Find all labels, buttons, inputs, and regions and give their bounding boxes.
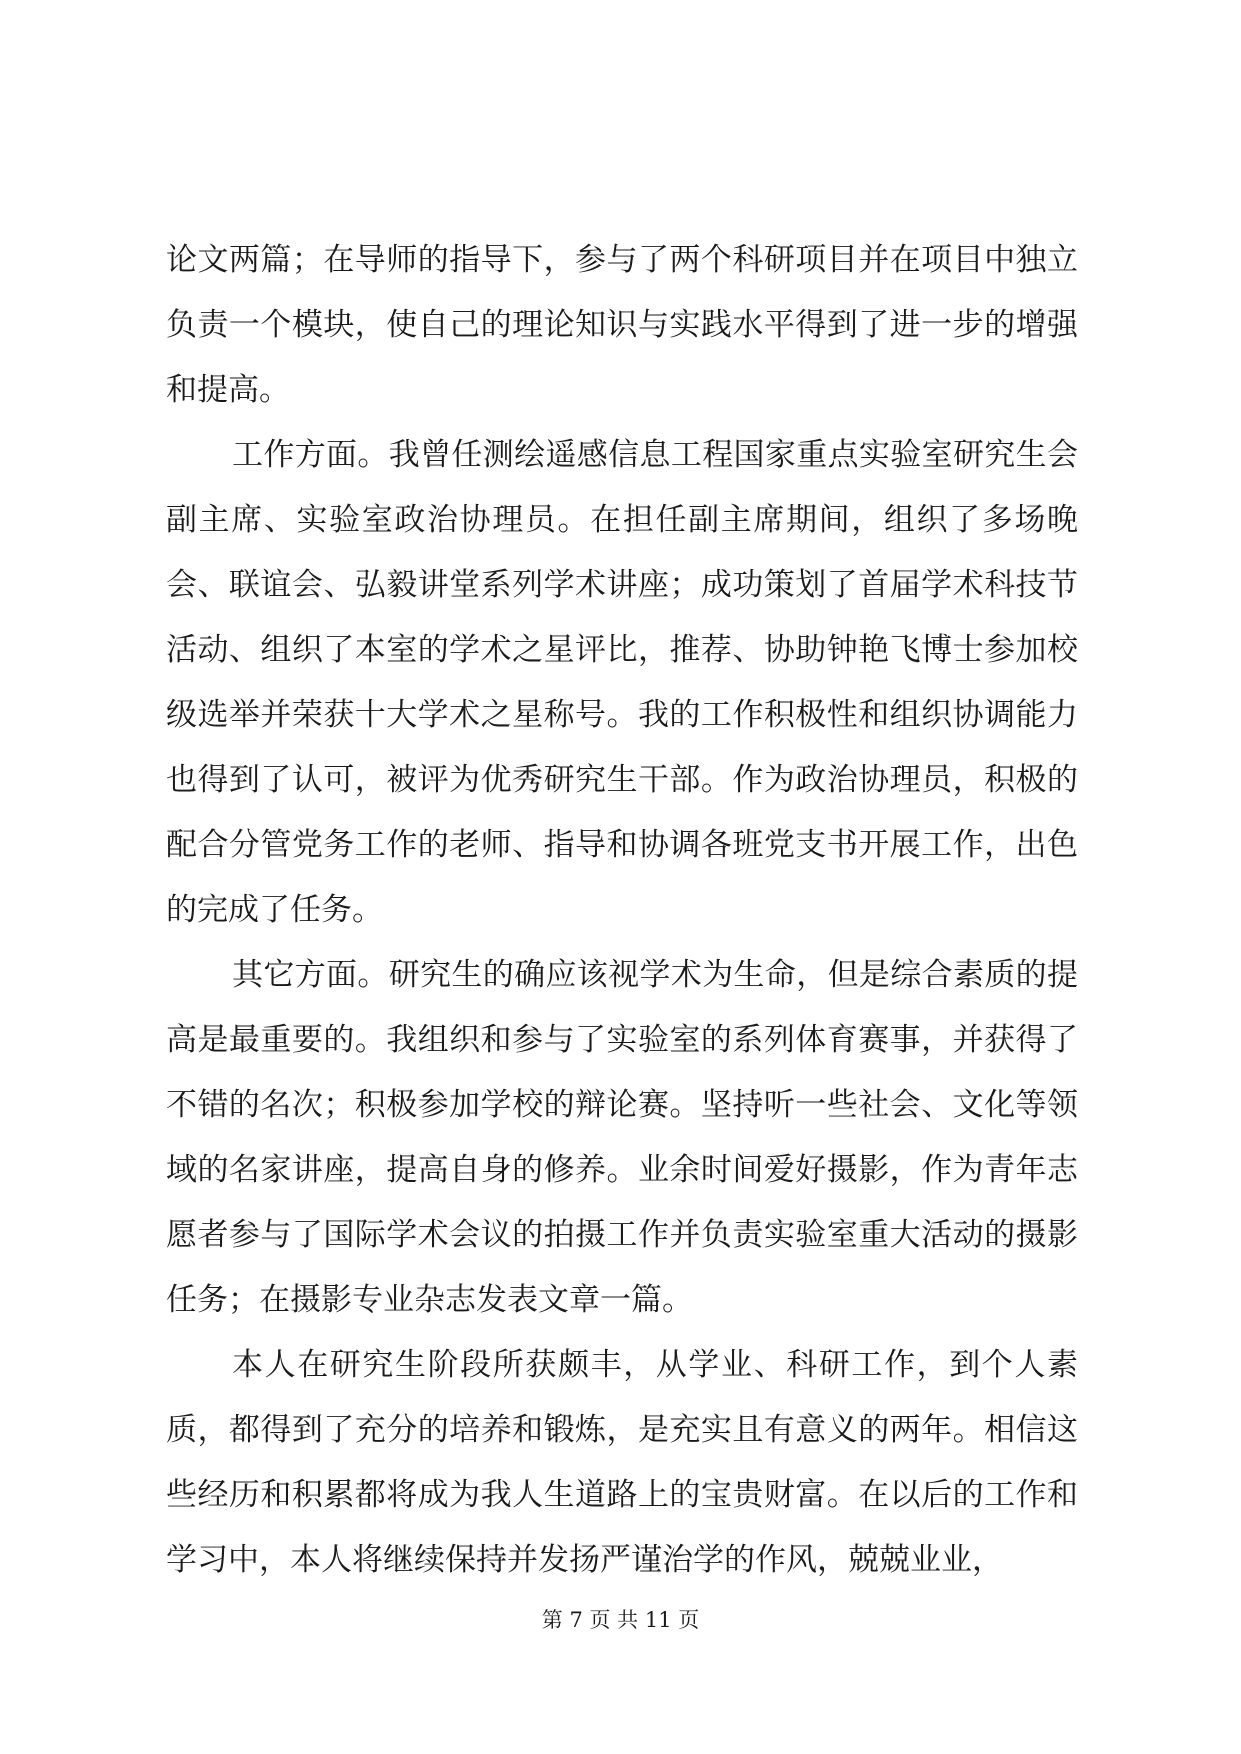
document-body (166, 228, 1078, 1593)
paragraph-summary: 本人在研究生阶段所获颇丰，从学业、科研工作，到个人素质，都得到了充分的培养和锻炼，是充实且有意义的两年。相信这些经历和积累都将成为我人生道路上的宝贵财富。在以后的工作和学习中，本人将继续保持并发扬严谨治学的作风，兢兢业业， (166, 1347, 1078, 1578)
paragraph-continued: 论文两篇；在导师的指导下，参与了两个科研项目并在项目中独立负责一个模块，使自己的理论知识与实践水平得到了进一步的增强和提高。 (166, 242, 1078, 408)
paragraph-work: 工作方面。我曾任测绘遥感信息工程国家重点实验室研究生会副主席、实验室政治协理员。在担任副主席期间，组织了多场晚会、联谊会、弘毅讲堂系列学术讲座；成功策划了首届学术科技节活动、组织了本室的学术之星评比，推荐、协助钟艳飞博士参加校级选举并荣获十大学术之星称号。我的工作积极性和组织协调能力也得到了认可，被评为优秀研究生干部。作为政治协理员，积极的配合分管党务工作的老师、指导和协调各班党支书开展工作，出色的完成了任务。 (166, 437, 1078, 928)
page-number-footer: 第 7 页 共 11 页 (541, 1608, 700, 1632)
paragraph-other: 其它方面。研究生的确应该视学术为生命，但是综合素质的提高是最重要的。我组织和参与了实验室的系列体育赛事，并获得了不错的名次；积极参加学校的辩论赛。坚持听一些社会、文化等领域的名家讲座，提高自身的修养。业余时间爱好摄影，作为青年志愿者参与了国际学术会议的拍摄工作并负责实验室重大活动的摄影任务；在摄影专业杂志发表文章一篇。 (166, 957, 1078, 1318)
